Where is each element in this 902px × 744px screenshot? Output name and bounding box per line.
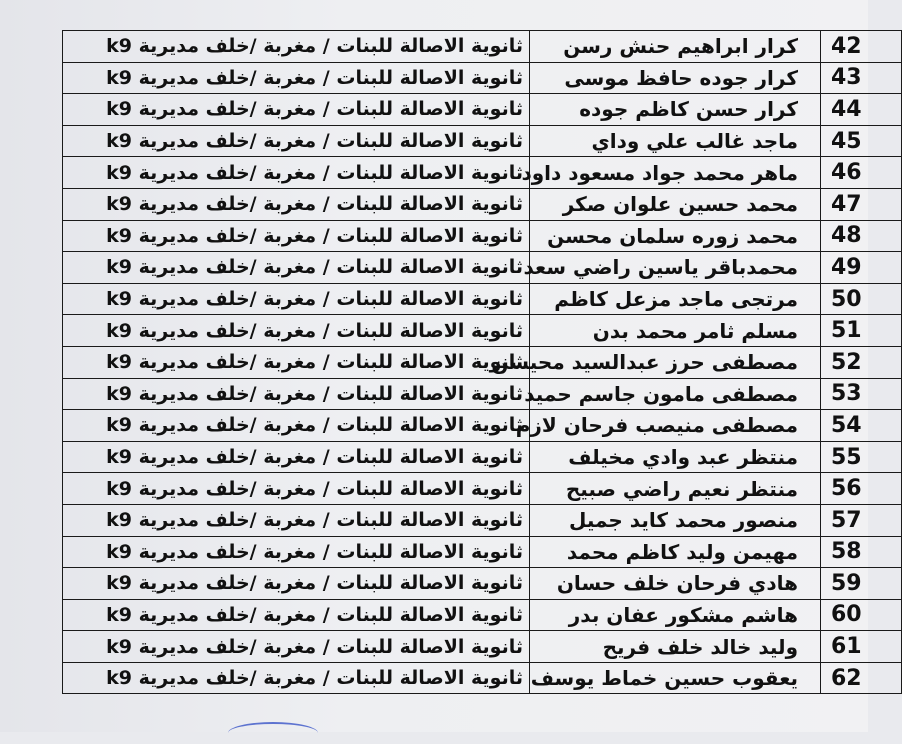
row-number-cell: 47 xyxy=(821,188,902,220)
student-name-cell: هادي فرحان خلف حسان xyxy=(530,568,821,600)
student-roster-table xyxy=(62,30,902,694)
row-number-cell: 44 xyxy=(821,94,902,126)
row-number-cell: 57 xyxy=(821,504,902,536)
table-row xyxy=(63,441,902,473)
student-name-cell: مصطفى حرز عبدالسيد محيسن xyxy=(530,346,821,378)
row-number-cell: 60 xyxy=(821,599,902,631)
row-number-cell: 52 xyxy=(821,346,902,378)
school-cell: ثانوية الاصالة للبنات / مغربة /خلف مديرية k9 xyxy=(63,441,530,473)
table-row xyxy=(63,473,902,505)
student-name-cell: كرار حسن كاظم جوده xyxy=(530,94,821,126)
row-number-cell: 48 xyxy=(821,220,902,252)
row-number-cell: 58 xyxy=(821,536,902,568)
table-row xyxy=(63,220,902,252)
student-name-cell: هاشم مشكور عفان بدر xyxy=(530,599,821,631)
school-cell: ثانوية الاصالة للبنات / مغربة /خلف مديرية k9 xyxy=(63,346,530,378)
row-number-cell: 46 xyxy=(821,157,902,189)
school-cell: ثانوية الاصالة للبنات / مغربة /خلف مديرية k9 xyxy=(63,220,530,252)
table-row xyxy=(63,283,902,315)
row-number-cell: 62 xyxy=(821,662,902,694)
school-cell: ثانوية الاصالة للبنات / مغربة /خلف مديرية k9 xyxy=(63,568,530,600)
school-cell: ثانوية الاصالة للبنات / مغربة /خلف مديرية k9 xyxy=(63,125,530,157)
student-name-cell: مصطفى منيصب فرحان لازم xyxy=(530,410,821,442)
student-name-cell: منتظر عبد وادي مخيلف xyxy=(530,441,821,473)
student-name-cell: ماجد غالب علي وداي xyxy=(530,125,821,157)
school-cell: ثانوية الاصالة للبنات / مغربة /خلف مديرية k9 xyxy=(63,410,530,442)
student-name-cell: محمد حسين علوان صكر xyxy=(530,188,821,220)
school-cell: ثانوية الاصالة للبنات / مغربة /خلف مديرية k9 xyxy=(63,188,530,220)
student-name-cell: ماهر محمد جواد مسعود داود xyxy=(530,157,821,189)
student-name-cell: محمدباقر ياسين راضي سعد xyxy=(530,252,821,284)
table-row xyxy=(63,599,902,631)
table-row xyxy=(63,410,902,442)
student-name-cell: وليد خالد خلف فريح xyxy=(530,631,821,663)
student-name-cell: منصور محمد كايد جميل xyxy=(530,504,821,536)
row-number-cell: 56 xyxy=(821,473,902,505)
school-cell: ثانوية الاصالة للبنات / مغربة /خلف مديرية k9 xyxy=(63,315,530,347)
table-row xyxy=(63,662,902,694)
table-row xyxy=(63,188,902,220)
student-name-cell: محمد زوره سلمان محسن xyxy=(530,220,821,252)
student-name-cell: مسلم ثامر محمد بدن xyxy=(530,315,821,347)
student-name-cell: كرار جوده حافظ موسى xyxy=(530,62,821,94)
row-number-cell: 51 xyxy=(821,315,902,347)
table-row xyxy=(63,94,902,126)
row-number-cell: 59 xyxy=(821,568,902,600)
row-number-cell: 49 xyxy=(821,252,902,284)
row-number-cell: 42 xyxy=(821,31,902,63)
school-cell: ثانوية الاصالة للبنات / مغربة /خلف مديرية k9 xyxy=(63,378,530,410)
row-number-cell: 50 xyxy=(821,283,902,315)
table-row xyxy=(63,157,902,189)
table-row xyxy=(63,31,902,63)
student-name-cell: مصطفى مامون جاسم حميد xyxy=(530,378,821,410)
roster-body xyxy=(63,31,902,694)
school-cell: ثانوية الاصالة للبنات / مغربة /خلف مديرية k9 xyxy=(63,599,530,631)
school-cell: ثانوية الاصالة للبنات / مغربة /خلف مديرية k9 xyxy=(63,504,530,536)
row-number-cell: 45 xyxy=(821,125,902,157)
table-row xyxy=(63,125,902,157)
student-name-cell: مرتجى ماجد مزعل كاظم xyxy=(530,283,821,315)
school-cell: ثانوية الاصالة للبنات / مغربة /خلف مديرية k9 xyxy=(63,62,530,94)
table-row xyxy=(63,568,902,600)
school-cell: ثانوية الاصالة للبنات / مغربة /خلف مديرية k9 xyxy=(63,662,530,694)
table-row xyxy=(63,315,902,347)
row-number-cell: 61 xyxy=(821,631,902,663)
table-row xyxy=(63,62,902,94)
student-name-cell: مهيمن وليد كاظم محمد xyxy=(530,536,821,568)
table-row xyxy=(63,504,902,536)
school-cell: ثانوية الاصالة للبنات / مغربة /خلف مديرية k9 xyxy=(63,631,530,663)
table-row xyxy=(63,378,902,410)
school-cell: ثانوية الاصالة للبنات / مغربة /خلف مديرية k9 xyxy=(63,94,530,126)
school-cell: ثانوية الاصالة للبنات / مغربة /خلف مديرية k9 xyxy=(63,252,530,284)
row-number-cell: 43 xyxy=(821,62,902,94)
pen-mark xyxy=(228,722,318,744)
school-cell: ثانوية الاصالة للبنات / مغربة /خلف مديرية k9 xyxy=(63,31,530,63)
school-cell: ثانوية الاصالة للبنات / مغربة /خلف مديرية k9 xyxy=(63,157,530,189)
table-row xyxy=(63,631,902,663)
school-cell: ثانوية الاصالة للبنات / مغربة /خلف مديرية k9 xyxy=(63,536,530,568)
row-number-cell: 54 xyxy=(821,410,902,442)
row-number-cell: 53 xyxy=(821,378,902,410)
row-number-cell: 55 xyxy=(821,441,902,473)
student-name-cell: منتظر نعيم راضي صبيح xyxy=(530,473,821,505)
table-row xyxy=(63,346,902,378)
student-name-cell: كرار ابراهيم حنش رسن xyxy=(530,31,821,63)
school-cell: ثانوية الاصالة للبنات / مغربة /خلف مديرية k9 xyxy=(63,283,530,315)
school-cell: ثانوية الاصالة للبنات / مغربة /خلف مديرية k9 xyxy=(63,473,530,505)
table-row xyxy=(63,536,902,568)
student-name-cell: يعقوب حسين خماط يوسف xyxy=(530,662,821,694)
table-row xyxy=(63,252,902,284)
